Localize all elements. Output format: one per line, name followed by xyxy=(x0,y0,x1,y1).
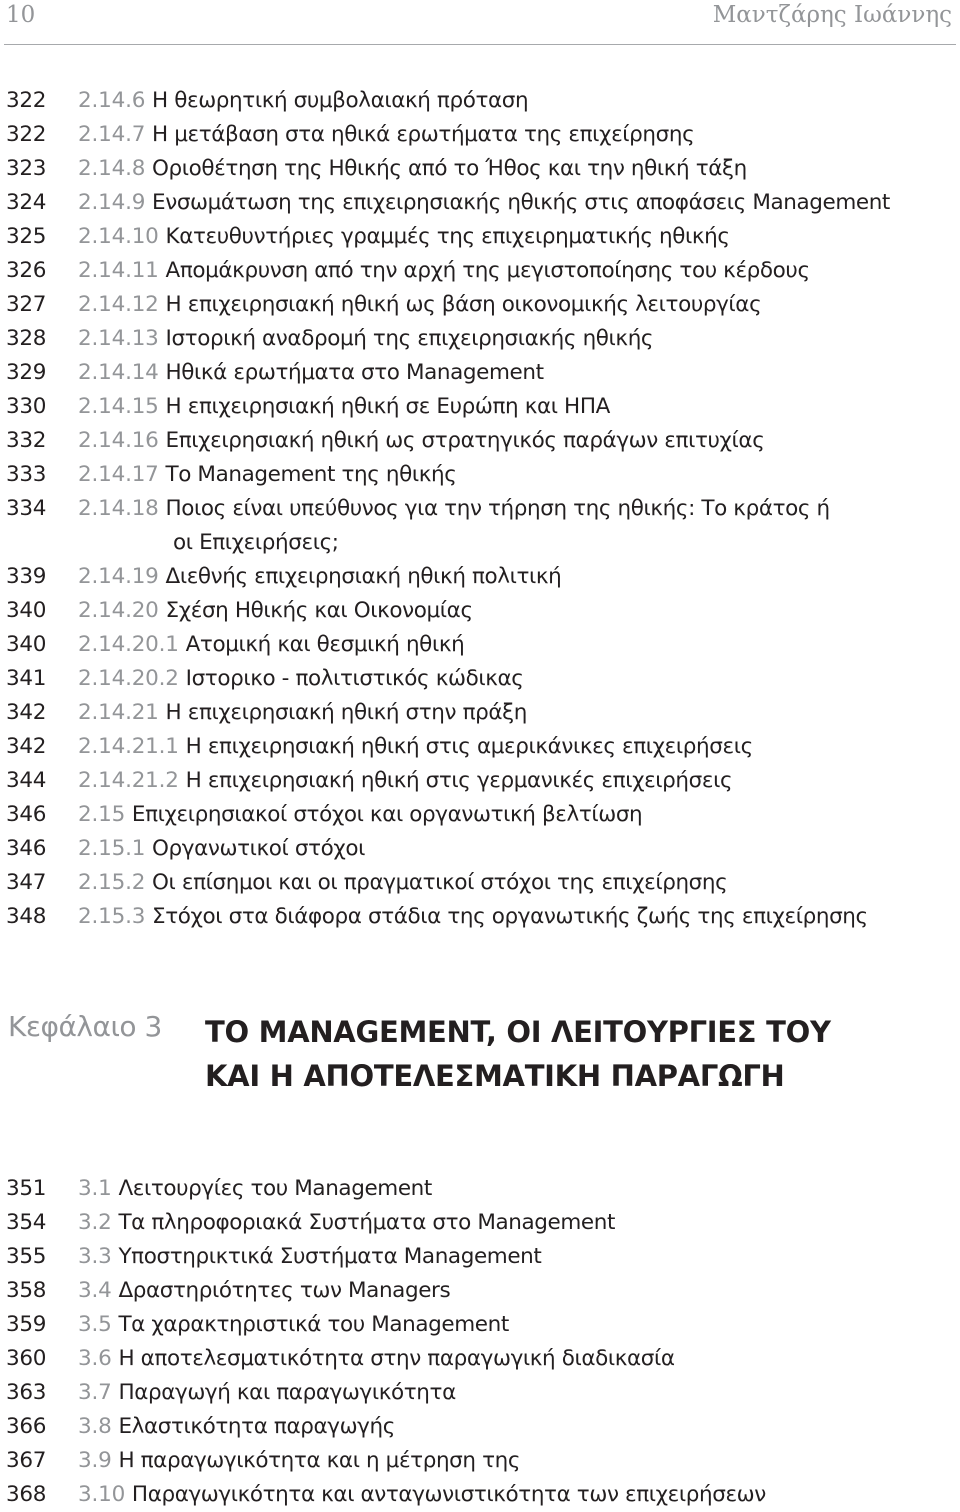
toc-page-number: 334 xyxy=(6,496,47,521)
toc-entry-text xyxy=(78,560,956,594)
toc-entry xyxy=(0,1376,960,1410)
toc-section-number: 3.3 xyxy=(78,1244,112,1269)
toc-section-title: Στόχοι στα διάφορα στάδια της οργανωτικής ζωής της επιχείρησης xyxy=(152,904,868,929)
toc-page-number: 347 xyxy=(6,870,47,895)
toc-page-number: 332 xyxy=(6,428,47,453)
toc-section-title: Υποστηρικτικά Συστήματα Management xyxy=(118,1244,542,1269)
toc-section-title: Ηθικά ερωτήματα στο Management xyxy=(165,360,544,385)
toc-section-title: Παραγωγή και παραγωγικότητα xyxy=(118,1380,456,1405)
toc-entry-text xyxy=(78,288,956,322)
toc-section-title: Η θεωρητική συμβολαιακή πρόταση xyxy=(152,88,529,113)
page-number: 10 xyxy=(6,2,36,28)
toc-section-number: 2.14.20 xyxy=(78,598,159,623)
toc-page-number: 368 xyxy=(6,1482,47,1507)
page-header xyxy=(0,0,960,46)
toc-entry xyxy=(0,798,960,832)
toc-page-number: 344 xyxy=(6,768,47,793)
toc-entry xyxy=(0,662,960,696)
toc-entry-text xyxy=(78,1478,956,1512)
toc-entry xyxy=(0,1274,960,1308)
toc-section-number: 2.14.10 xyxy=(78,224,159,249)
toc-section-title: Η παραγωγικότητα και η μέτρηση της xyxy=(118,1448,521,1473)
toc-section-title: Ατομική και θεσμική ηθική xyxy=(185,632,465,657)
toc-page-number: 339 xyxy=(6,564,47,589)
running-head-author: Μαντζάρης Ιωάννης xyxy=(712,2,952,28)
toc-list-chapter-3 xyxy=(0,1172,960,1512)
toc-page-number: 367 xyxy=(6,1448,47,1473)
toc-page-number: 340 xyxy=(6,598,47,623)
chapter-title-line-1: ΤΟ MANAGEMENT, ΟΙ ΛΕΙΤΟΥΡΓΙΕΣ ΤΟΥ xyxy=(205,1015,831,1049)
toc-entry-text xyxy=(78,84,956,118)
toc-entry xyxy=(0,1172,960,1206)
toc-section-number: 2.14.16 xyxy=(78,428,159,453)
toc-section-number: 3.8 xyxy=(78,1414,112,1439)
toc-section-number: 2.14.21.2 xyxy=(78,768,179,793)
toc-page-number: 351 xyxy=(6,1176,47,1201)
toc-section-title: Απομάκρυνση από την αρχή της μεγιστοποίησης του κέρδους xyxy=(165,258,810,283)
toc-entry xyxy=(0,1206,960,1240)
toc-entry xyxy=(0,84,960,118)
toc-section-number: 3.6 xyxy=(78,1346,112,1371)
toc-entry xyxy=(0,900,960,934)
toc-page-number: 322 xyxy=(6,122,47,147)
toc-page-number: 346 xyxy=(6,802,47,827)
toc-entry-text xyxy=(78,696,956,730)
toc-entry-text xyxy=(78,628,956,662)
toc-page-number: 330 xyxy=(6,394,47,419)
toc-section-number: 2.14.21 xyxy=(78,700,159,725)
toc-section-number: 2.14.8 xyxy=(78,156,146,181)
toc-entry xyxy=(0,288,960,322)
toc-entry xyxy=(0,220,960,254)
toc-page-number: 340 xyxy=(6,632,47,657)
toc-entry-text xyxy=(78,458,956,492)
toc-section-number: 3.10 xyxy=(78,1482,126,1507)
toc-section-number: 2.15.3 xyxy=(78,904,146,929)
toc-entry-text xyxy=(78,1274,956,1308)
toc-section-number: 2.15 xyxy=(78,802,126,827)
toc-section-title: Κατευθυντήριες γραμμές της επιχειρηματικής ηθικής xyxy=(165,224,730,249)
toc-section-title: Οργανωτικοί στόχοι xyxy=(152,836,366,861)
toc-entry xyxy=(0,390,960,424)
toc-entry-text xyxy=(78,900,956,934)
toc-entry-text xyxy=(78,152,956,186)
toc-section-title: Οι επίσημοι και οι πραγματικοί στόχοι της επιχείρησης xyxy=(152,870,728,895)
toc-entry xyxy=(0,594,960,628)
toc-section-number: 2.14.17 xyxy=(78,462,159,487)
toc-section-number: 2.14.13 xyxy=(78,326,159,351)
toc-entry xyxy=(0,1308,960,1342)
toc-section-title: Τα χαρακτηριστικά του Management xyxy=(118,1312,509,1337)
toc-entry-text xyxy=(78,254,956,288)
toc-entry xyxy=(0,186,960,220)
toc-section-title: Ιστορικο - πολιτιστικός κώδικας xyxy=(185,666,524,691)
toc-entry-text xyxy=(78,730,956,764)
toc-page-number: 326 xyxy=(6,258,47,283)
toc-entry xyxy=(0,628,960,662)
toc-section-number: 3.5 xyxy=(78,1312,112,1337)
toc-section-title: Το Management της ηθικής xyxy=(165,462,457,487)
toc-page-number: 341 xyxy=(6,666,47,691)
toc-section-title: Δραστηριότητες των Managers xyxy=(118,1278,451,1303)
toc-section-number: 2.14.14 xyxy=(78,360,159,385)
toc-entry xyxy=(0,356,960,390)
toc-section-number: 2.14.15 xyxy=(78,394,159,419)
toc-entry-text xyxy=(78,356,956,390)
toc-page-number: 329 xyxy=(6,360,47,385)
toc-section-number: 2.14.19 xyxy=(78,564,159,589)
toc-page-number: 348 xyxy=(6,904,47,929)
toc-section-title: Η αποτελεσματικότητα στην παραγωγική διαδικασία xyxy=(118,1346,675,1371)
toc-section-title: Επιχειρησιακή ηθική ως στρατηγικός παράγων επιτυχίας xyxy=(165,428,765,453)
toc-section-title: Ελαστικότητα παραγωγής xyxy=(118,1414,395,1439)
toc-section-title: Επιχειρησιακοί στόχοι και οργανωτική βελτίωση xyxy=(131,802,643,827)
header-rule xyxy=(4,44,956,45)
toc-page-number: 354 xyxy=(6,1210,47,1235)
chapter-title-line-2: ΚΑΙ Η ΑΠΟΤΕΛΕΣΜΑΤΙΚΗ ΠΑΡΑΓΩΓΗ xyxy=(205,1059,785,1093)
toc-section-number: 3.1 xyxy=(78,1176,112,1201)
toc-entry-text xyxy=(78,118,956,152)
toc-section-title: Ιστορική αναδρομή της επιχειρησιακής ηθικής xyxy=(165,326,654,351)
toc-entry xyxy=(0,1240,960,1274)
toc-section-number: 3.9 xyxy=(78,1448,112,1473)
toc-section-title: Διεθνής επιχειρησιακή ηθική πολιτική xyxy=(165,564,562,589)
toc-page-number: 366 xyxy=(6,1414,47,1439)
toc-entry-text xyxy=(78,798,956,832)
toc-page-number: 328 xyxy=(6,326,47,351)
toc-entry-text xyxy=(78,1240,956,1274)
toc-entry xyxy=(0,1444,960,1478)
toc-entry-text xyxy=(78,1172,956,1206)
toc-page-number: 333 xyxy=(6,462,47,487)
toc-section-title: Η επιχειρησιακή ηθική στην πράξη xyxy=(165,700,527,725)
toc-entry-text xyxy=(78,390,956,424)
toc-section-number: 3.4 xyxy=(78,1278,112,1303)
toc-entry xyxy=(0,1410,960,1444)
toc-section-title-continuation: οι Επιχειρήσεις; xyxy=(173,530,339,555)
toc-page-number: 324 xyxy=(6,190,47,215)
toc-section-number: 2.14.7 xyxy=(78,122,146,147)
toc-section-title: Σχέση Ηθικής και Οικονομίας xyxy=(165,598,473,623)
toc-entry xyxy=(0,1342,960,1376)
toc-page-number: 358 xyxy=(6,1278,47,1303)
toc-entry-text xyxy=(78,1410,956,1444)
toc-section-number: 2.14.21.1 xyxy=(78,734,179,759)
toc-entry xyxy=(0,254,960,288)
toc-entry xyxy=(0,866,960,900)
toc-section-number: 2.14.20.1 xyxy=(78,632,179,657)
toc-entry xyxy=(0,152,960,186)
toc-section-title: Η επιχειρησιακή ηθική στις αμερικάνικες επιχειρήσεις xyxy=(185,734,753,759)
toc-section-title: Παραγωγικότητα και ανταγωνιστικότητα των επιχειρήσεων xyxy=(131,1482,766,1507)
chapter-heading xyxy=(0,1010,960,1093)
toc-page-number: 360 xyxy=(6,1346,47,1371)
toc-entry-text xyxy=(78,1444,956,1478)
toc-entry xyxy=(0,832,960,866)
toc-page-number: 363 xyxy=(6,1380,47,1405)
toc-section-title: Τα πληροφοριακά Συστήματα στο Management xyxy=(118,1210,615,1235)
toc-entry xyxy=(0,322,960,356)
toc-entry xyxy=(0,560,960,594)
toc-page-number: 322 xyxy=(6,88,47,113)
toc-entry xyxy=(0,492,960,560)
toc-section-title: Ενσωμάτωση της επιχειρησιακής ηθικής στις αποφάσεις Management xyxy=(152,190,890,215)
chapter-label: Κεφάλαιο 3 xyxy=(8,1010,162,1043)
toc-entry-text xyxy=(78,424,956,458)
toc-page-number: 346 xyxy=(6,836,47,861)
toc-entry-text xyxy=(78,832,956,866)
toc-section-number: 2.14.11 xyxy=(78,258,159,283)
toc-entry-text xyxy=(78,1206,956,1240)
toc-entry xyxy=(0,424,960,458)
toc-entry-text xyxy=(78,594,956,628)
toc-section-title: Ποιος είναι υπεύθυνος για την τήρηση της ηθικής: Το κράτος ή xyxy=(165,496,830,521)
toc-page-number: 359 xyxy=(6,1312,47,1337)
toc-entry-text xyxy=(78,186,956,220)
toc-entry-text xyxy=(78,866,956,900)
toc-page-number: 327 xyxy=(6,292,47,317)
toc-page-number: 342 xyxy=(6,700,47,725)
toc-section-number: 2.14.20.2 xyxy=(78,666,179,691)
toc-entry-text xyxy=(78,220,956,254)
toc-entry xyxy=(0,764,960,798)
toc-section-title: Λειτουργίες του Management xyxy=(118,1176,432,1201)
toc-entry-text xyxy=(78,322,956,356)
toc-page-number: 342 xyxy=(6,734,47,759)
toc-list-chapter-2 xyxy=(0,84,960,934)
toc-section-number: 3.7 xyxy=(78,1380,112,1405)
toc-entry xyxy=(0,696,960,730)
toc-section-title: Η επιχειρησιακή ηθική στις γερμανικές επιχειρήσεις xyxy=(185,768,733,793)
toc-section-number: 2.14.6 xyxy=(78,88,146,113)
toc-entry-text xyxy=(78,764,956,798)
toc-section-title: Η μετάβαση στα ηθικά ερωτήματα της επιχείρησης xyxy=(152,122,695,147)
toc-page-number: 355 xyxy=(6,1244,47,1269)
toc-entry-text xyxy=(78,662,956,696)
toc-section-number: 3.2 xyxy=(78,1210,112,1235)
toc-section-number: 2.15.1 xyxy=(78,836,146,861)
toc-section-title: Η επιχειρησιακή ηθική σε Ευρώπη και ΗΠΑ xyxy=(165,394,610,419)
chapter-title xyxy=(205,1010,831,1098)
toc-entry-text xyxy=(78,492,956,526)
toc-section-number: 2.14.18 xyxy=(78,496,159,521)
toc-section-number: 2.15.2 xyxy=(78,870,146,895)
toc-page-number: 323 xyxy=(6,156,47,181)
toc-section-number: 2.14.12 xyxy=(78,292,159,317)
toc-section-title: Οριοθέτηση της Ηθικής από το Ήθος και την ηθική τάξη xyxy=(152,156,747,181)
toc-entry-text xyxy=(78,1308,956,1342)
toc-entry-text xyxy=(78,1376,956,1410)
toc-entry xyxy=(0,458,960,492)
toc-entry xyxy=(0,118,960,152)
toc-page-number: 325 xyxy=(6,224,47,249)
toc-entry-text xyxy=(78,1342,956,1376)
toc-entry xyxy=(0,730,960,764)
toc-section-number: 2.14.9 xyxy=(78,190,146,215)
toc-section-title: Η επιχειρησιακή ηθική ως βάση οικονομικής λειτουργίας xyxy=(165,292,762,317)
toc-entry xyxy=(0,1478,960,1512)
